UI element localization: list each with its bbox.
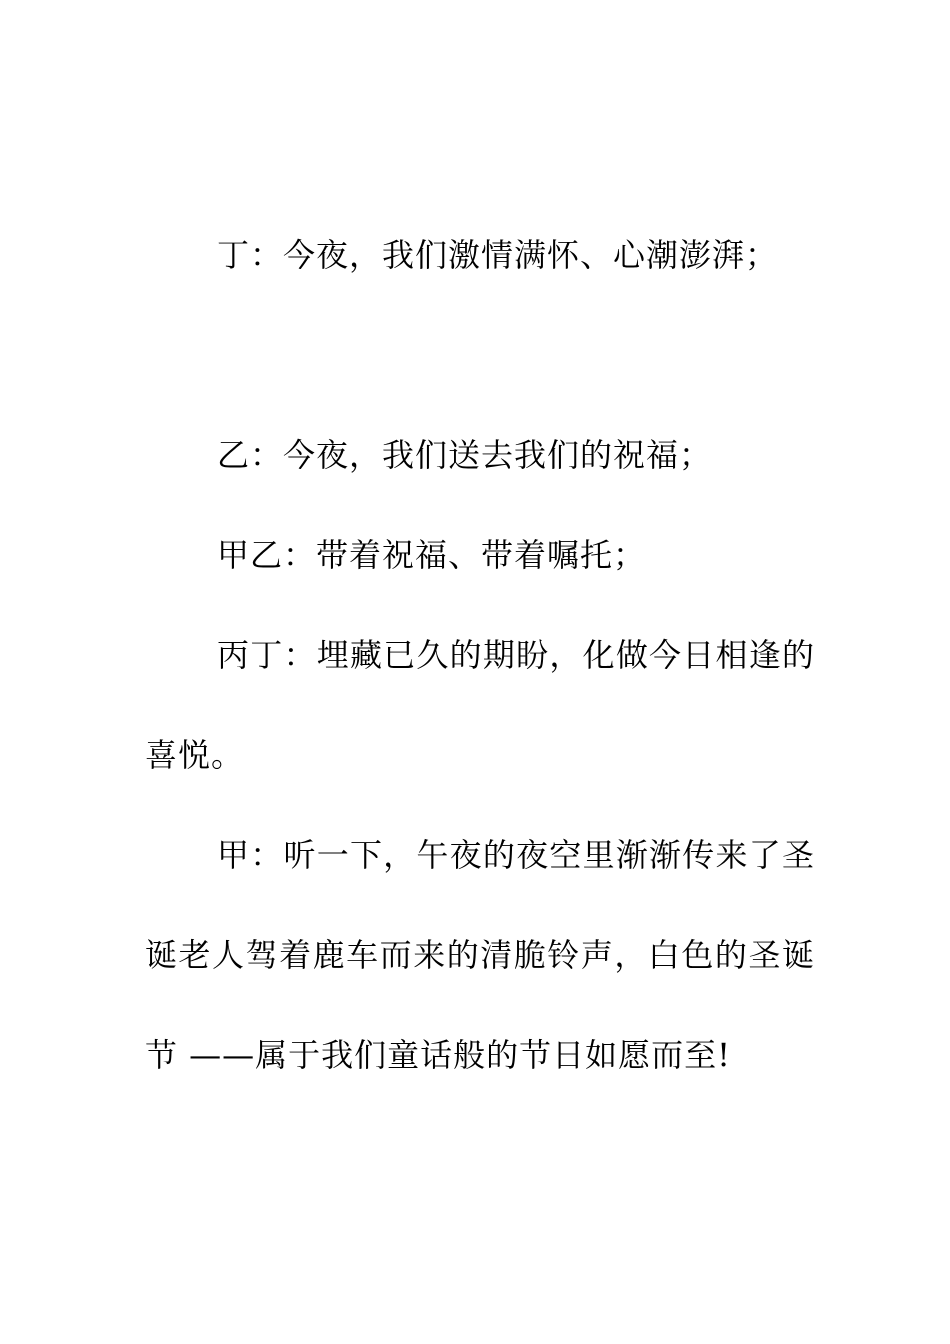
- paragraph-2: 乙：今夜，我们送去我们的祝福；: [217, 436, 713, 474]
- paragraph-5: 甲：听一下，午夜的夜空里渐渐传来了圣诞老人驾着鹿车而来的清脆铃声，白色的圣诞节 ——属于我们童话般的节日如愿而至!: [145, 836, 815, 1074]
- paragraph-3: 甲乙：带着祝福、带着嘱托；: [217, 536, 647, 574]
- paragraph-4: 丙丁：埋藏已久的期盼，化做今日相逢的喜悦。: [145, 636, 815, 774]
- paragraph-1: 丁：今夜，我们激情满怀、心潮澎湃；: [217, 236, 779, 274]
